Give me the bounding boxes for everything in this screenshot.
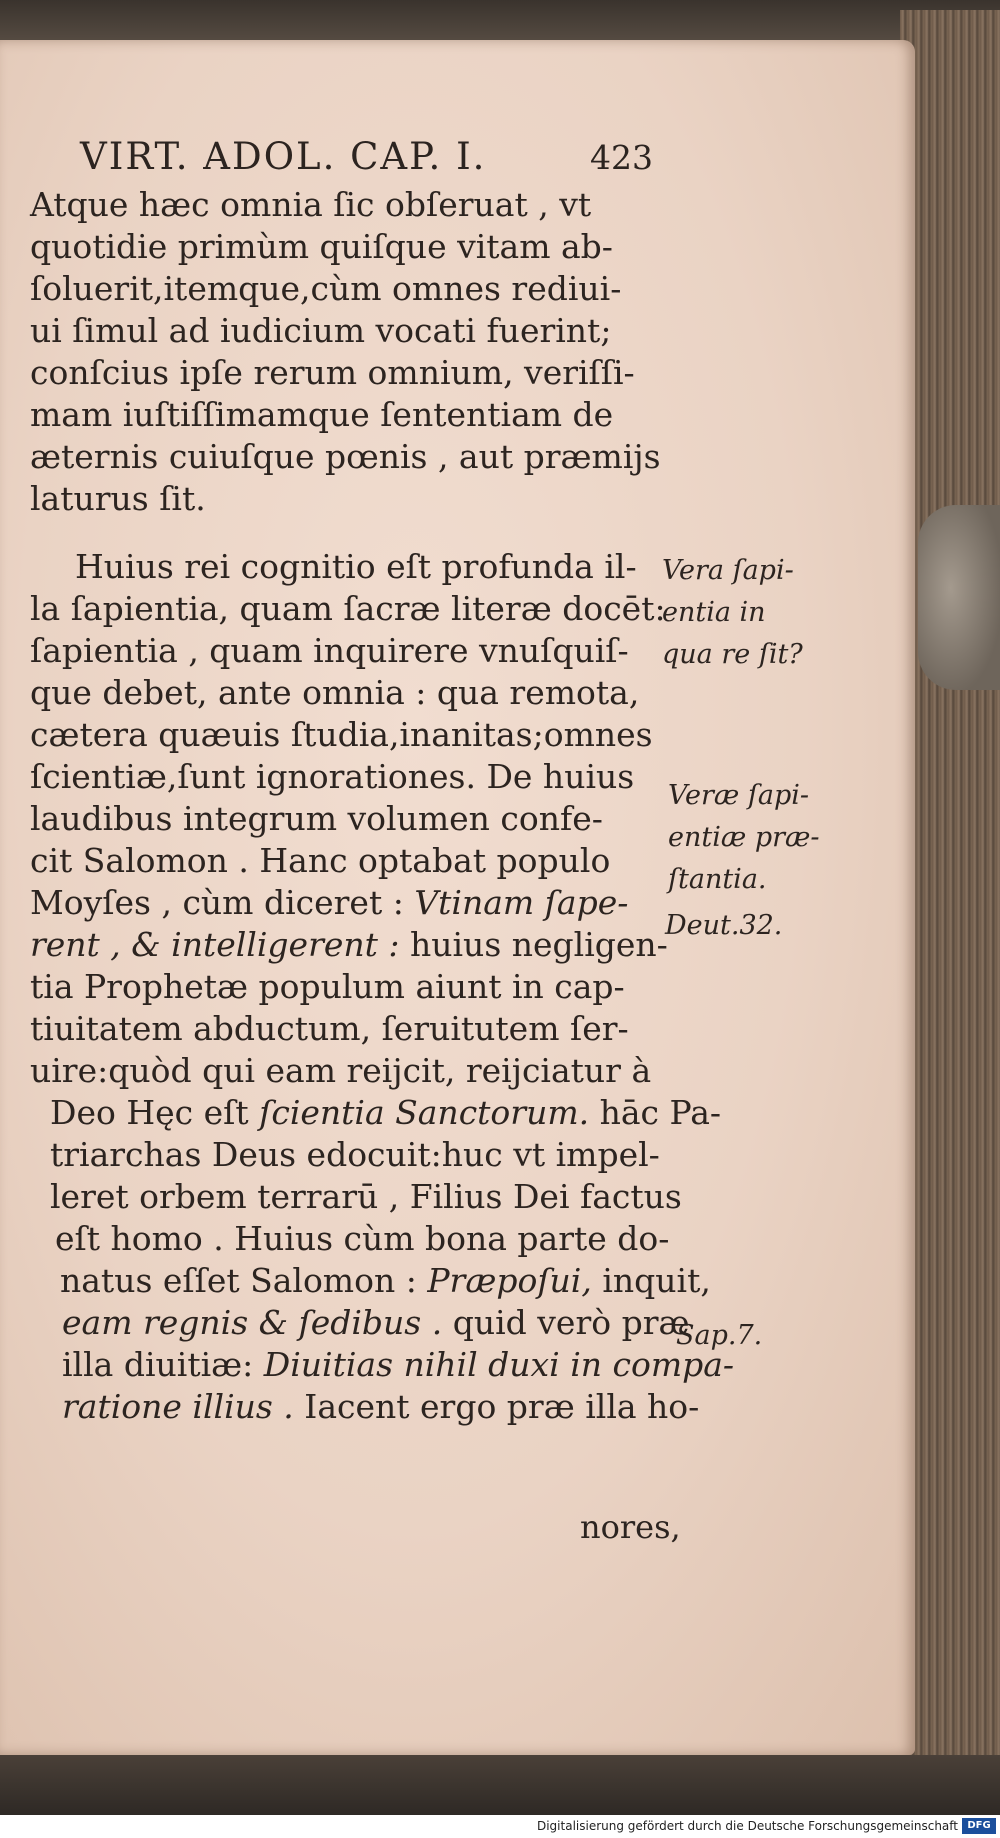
italic-quote: ratione illius . (62, 1387, 294, 1426)
text-line: Atque hæc omnia ſic obſeruat , vt (30, 185, 592, 224)
text-segment: inquit, (602, 1261, 711, 1300)
italic-quote: Vtinam ſape- (414, 883, 629, 922)
text-segment: Deo Hęc eſt (50, 1093, 249, 1132)
italic-quote: eam regnis & ſedibus . (62, 1303, 443, 1342)
text-line: cit Salomon . Hanc optabat populo (30, 841, 611, 880)
text-line (62, 1345, 735, 1384)
text-line: æternis cuiuſque pœnis , aut præmijs (30, 437, 661, 476)
book-page-edges (900, 10, 1000, 1770)
text-line: la ſapientia, quam ſacræ literæ docēt: (30, 589, 666, 628)
text-line: uire:quòd qui eam reijcit, reijciatur à (30, 1051, 652, 1090)
italic-quote: Præpoſui, (427, 1261, 592, 1300)
text-line: laudibus integrum volumen confe- (30, 799, 603, 838)
text-line: conſcius ipſe rerum omnium, veriſſi- (30, 353, 635, 392)
margin-note: Vera ſapi- (662, 555, 794, 586)
text-line: ſapientia , quam inquirere vnuſquiſ- (30, 631, 629, 670)
text-segment: illa diuitiæ: (62, 1345, 254, 1384)
running-head: VIRT. ADOL. CAP. I. (80, 135, 487, 178)
margin-note: ſtantia. (668, 864, 767, 895)
margin-note: entiæ præ- (668, 822, 820, 853)
italic-quote: Diuitias nihil duxi in compa- (263, 1345, 735, 1384)
digitization-credit: Digitalisierung gefördert durch die Deutsche Forschungsgemeinschaft (536, 1819, 958, 1833)
text-line: ſcientiæ,ſunt ignorationes. De huius (30, 757, 635, 796)
margin-note: qua re ſit? (662, 639, 803, 670)
dfg-logo: DFG (962, 1818, 996, 1834)
text-line: triarchas Deus edocuit:huc vt impel- (50, 1135, 660, 1174)
text-segment: Moyſes , cùm diceret : (30, 883, 404, 922)
text-line: Huius rei cognitio eſt profunda il- (75, 547, 637, 586)
text-line (62, 1303, 690, 1342)
text-segment: quid verò præ (452, 1303, 690, 1342)
margin-note: Veræ ſapi- (668, 780, 809, 811)
text-line (30, 925, 668, 964)
text-segment: hāc Pa- (599, 1093, 722, 1132)
scan-bottom-edge (0, 1755, 1000, 1815)
text-line: tiuitatem abductum, ſeruitutem ſer- (30, 1009, 629, 1048)
text-line: que debet, ante omnia : qua remota, (30, 673, 640, 712)
text-line (50, 1093, 722, 1132)
book-clasp (918, 505, 1000, 690)
text-line: eſt homo . Huius cùm bona parte do- (55, 1219, 670, 1258)
margin-note: entia in (662, 597, 766, 628)
text-line: laturus ſit. (30, 479, 206, 518)
margin-note: Deut.32. (665, 910, 783, 941)
italic-quote: rent , & intelligerent : (30, 925, 400, 964)
text-line (62, 1387, 700, 1426)
text-line: leret orbem terrarū , Filius Dei factus (50, 1177, 682, 1216)
text-segment: natus eſſet Salomon : (60, 1261, 417, 1300)
text-line (30, 883, 629, 922)
catchword: nores, (580, 1508, 681, 1546)
margin-note: Sap.7. (676, 1320, 763, 1351)
text-line (60, 1261, 711, 1300)
text-line: cætera quæuis ſtudia,inanitas;omnes (30, 715, 653, 754)
italic-quote: ſcientia Sanctorum. (259, 1093, 590, 1132)
page-number: 423 (590, 138, 653, 177)
text-line: mam iuſtiſſimamque ſententiam de (30, 395, 614, 434)
text-segment: huius negligen- (410, 925, 668, 964)
text-line: tia Prophetæ populum aiunt in cap- (30, 967, 625, 1006)
text-line: ſoluerit,itemque,cùm omnes rediui- (30, 269, 622, 308)
text-line: ui ſimul ad iudicium vocati fuerint; (30, 311, 612, 350)
text-line: quotidie primùm quiſque vitam ab- (30, 227, 613, 266)
text-segment: Iacent ergo præ illa ho- (304, 1387, 700, 1426)
